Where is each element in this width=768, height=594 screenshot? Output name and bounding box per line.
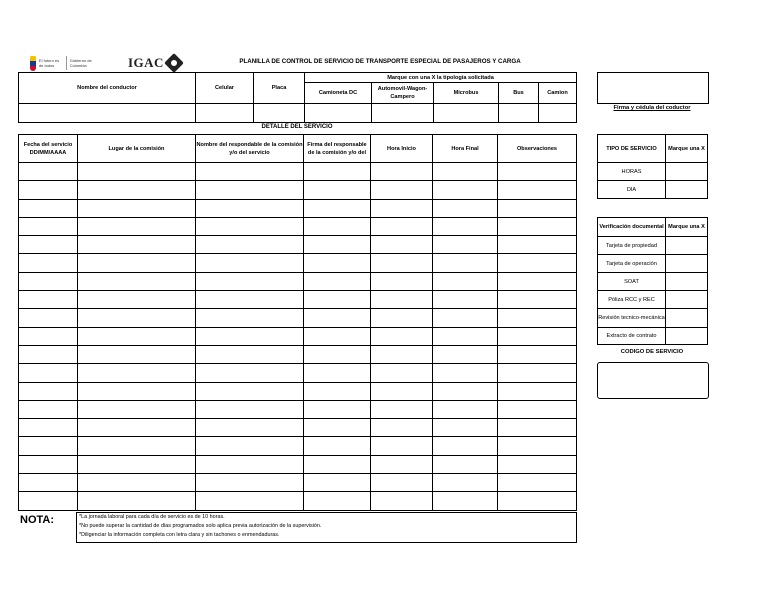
crest-icon	[30, 56, 36, 71]
plate-field[interactable]	[254, 104, 305, 123]
table-row	[19, 272, 577, 290]
driver-name-field[interactable]	[19, 104, 196, 123]
vehicle-microbus-field[interactable]	[434, 104, 499, 123]
service-type-day-label: DIA	[598, 181, 666, 199]
responsible-signature-cell[interactable]	[304, 382, 371, 400]
start-time-cell[interactable]	[371, 474, 433, 492]
responsible-signature-cell[interactable]	[304, 474, 371, 492]
observations-cell[interactable]	[498, 419, 577, 437]
service-type-day-field[interactable]	[666, 181, 708, 199]
vehicle-microbus-header: Microbus	[434, 83, 499, 104]
observations-cell[interactable]	[498, 400, 577, 418]
vehicle-bus-field[interactable]	[499, 104, 539, 123]
note-line: *Diligenciar la información completa con letra clara y sin tachones o enmendaduras.	[79, 531, 280, 538]
table-row	[19, 254, 577, 272]
vehicle-automovil-header: Automovil-Wagon-Campero	[372, 83, 434, 104]
commission-place-cell[interactable]	[78, 492, 196, 510]
driver-name-header: Nombre del conductor	[19, 73, 196, 104]
responsible-signature-cell[interactable]	[304, 345, 371, 363]
observations-cell[interactable]	[498, 291, 577, 309]
start-time-cell[interactable]	[371, 437, 433, 455]
service-date-header: Fecha del servicio DD/MM/AAAA	[19, 135, 78, 163]
note-line: *No puede superar la cantidad de días programados solo aplica previa autorización de la supervisión.	[79, 522, 322, 529]
responsible-signature-cell[interactable]	[304, 291, 371, 309]
service-date-cell[interactable]	[19, 419, 78, 437]
end-time-header: Hora Final	[433, 135, 498, 163]
commission-place-cell[interactable]	[78, 309, 196, 327]
observations-cell[interactable]	[498, 163, 577, 181]
observations-cell[interactable]	[498, 217, 577, 235]
observations-cell[interactable]	[498, 254, 577, 272]
responsible-signature-cell[interactable]	[304, 272, 371, 290]
commission-place-cell[interactable]	[78, 272, 196, 290]
table-row	[19, 163, 577, 181]
table-row	[19, 419, 577, 437]
commission-place-cell[interactable]	[78, 474, 196, 492]
end-time-cell[interactable]	[433, 492, 498, 510]
end-time-cell[interactable]	[433, 327, 498, 345]
responsible-name-cell[interactable]	[196, 345, 304, 363]
responsible-signature-cell[interactable]	[304, 492, 371, 510]
end-time-cell[interactable]	[433, 437, 498, 455]
commission-place-cell[interactable]	[78, 236, 196, 254]
service-date-cell[interactable]	[19, 474, 78, 492]
driver-signature-field[interactable]	[597, 72, 709, 104]
start-time-cell[interactable]	[371, 309, 433, 327]
vehicle-camioneta-header: Camioneta DC	[305, 83, 372, 104]
commission-place-cell[interactable]	[78, 199, 196, 217]
responsible-signature-cell[interactable]	[304, 217, 371, 235]
service-date-cell[interactable]	[19, 400, 78, 418]
service-type-hours-label: HORAS	[598, 163, 666, 181]
end-time-cell[interactable]	[433, 236, 498, 254]
verification-item-label: SOAT	[598, 273, 666, 291]
start-time-cell[interactable]	[371, 345, 433, 363]
commission-place-cell[interactable]	[78, 382, 196, 400]
end-time-cell[interactable]	[433, 474, 498, 492]
service-type-hours-field[interactable]	[666, 163, 708, 181]
start-time-cell[interactable]	[371, 492, 433, 510]
table-row	[19, 327, 577, 345]
responsible-signature-cell[interactable]	[304, 437, 371, 455]
observations-cell[interactable]	[498, 455, 577, 473]
igac-logo	[128, 54, 186, 72]
responsible-name-cell[interactable]	[196, 236, 304, 254]
verification-mark-header: Marque una X	[666, 218, 708, 237]
driver-signature-label: Firma y cédula del coductor	[613, 105, 691, 111]
table-row	[19, 345, 577, 363]
note-label: NOTA:	[20, 514, 55, 526]
end-time-cell[interactable]	[433, 217, 498, 235]
start-time-cell[interactable]	[371, 455, 433, 473]
commission-place-cell[interactable]	[78, 291, 196, 309]
end-time-cell[interactable]	[433, 291, 498, 309]
start-time-header: Hora Inicio	[371, 135, 433, 163]
service-date-cell[interactable]	[19, 254, 78, 272]
table-row	[19, 291, 577, 309]
service-type-table	[597, 134, 708, 199]
observations-cell[interactable]	[498, 236, 577, 254]
plate-header: Placa	[254, 73, 305, 104]
start-time-cell[interactable]	[371, 236, 433, 254]
verification-item-field[interactable]	[666, 328, 708, 345]
start-time-cell[interactable]	[371, 291, 433, 309]
commission-place-cell[interactable]	[78, 400, 196, 418]
observations-cell[interactable]	[498, 272, 577, 290]
service-type-mark-header: Marque una X	[666, 135, 708, 163]
vehicle-type-instruction: Marque con una X la tipología solicitada	[305, 73, 577, 83]
vehicle-automovil-field[interactable]	[372, 104, 434, 123]
vehicle-camion-header: Camion	[539, 83, 577, 104]
service-date-cell[interactable]	[19, 382, 78, 400]
commission-place-cell[interactable]	[78, 254, 196, 272]
observations-cell[interactable]	[498, 199, 577, 217]
responsible-signature-cell[interactable]	[304, 309, 371, 327]
commission-place-cell[interactable]	[78, 419, 196, 437]
responsible-name-cell[interactable]	[196, 382, 304, 400]
document-verification-table	[597, 217, 708, 345]
page-title: PLANILLA DE CONTROL DE SERVICIO DE TRANSPORTE ESPECIAL DE PASAJEROS Y CARGA	[239, 58, 521, 65]
start-time-cell[interactable]	[371, 199, 433, 217]
table-row	[19, 199, 577, 217]
responsible-name-cell[interactable]	[196, 437, 304, 455]
detail-section-title: DETALLE DEL SERVICIO	[261, 124, 333, 130]
service-code-field[interactable]	[597, 362, 709, 399]
end-time-cell[interactable]	[433, 455, 498, 473]
service-type-header: TIPO DE SERVICIO	[598, 135, 666, 163]
end-time-cell[interactable]	[433, 272, 498, 290]
verification-item-field[interactable]	[666, 237, 708, 255]
responsible-signature-cell[interactable]	[304, 199, 371, 217]
start-time-cell[interactable]	[371, 181, 433, 199]
table-row	[19, 217, 577, 235]
end-time-cell[interactable]	[433, 364, 498, 382]
responsible-name-header: Nombre del respondable de la comisión y/o del servicio	[196, 135, 304, 163]
service-date-cell[interactable]	[19, 217, 78, 235]
table-row	[19, 400, 577, 418]
service-date-cell[interactable]	[19, 455, 78, 473]
responsible-name-cell[interactable]	[196, 272, 304, 290]
verification-item-field[interactable]	[666, 255, 708, 273]
commission-place-cell[interactable]	[78, 181, 196, 199]
start-time-cell[interactable]	[371, 400, 433, 418]
table-row	[19, 455, 577, 473]
service-date-cell[interactable]	[19, 309, 78, 327]
responsible-signature-cell[interactable]	[304, 419, 371, 437]
verification-item-field[interactable]	[666, 273, 708, 291]
end-time-cell[interactable]	[433, 345, 498, 363]
start-time-cell[interactable]	[371, 382, 433, 400]
responsible-signature-cell[interactable]	[304, 163, 371, 181]
verification-header: Verificación documental	[598, 218, 666, 237]
end-time-cell[interactable]	[433, 419, 498, 437]
responsible-name-cell[interactable]	[196, 291, 304, 309]
observations-cell[interactable]	[498, 474, 577, 492]
table-row	[19, 181, 577, 199]
responsible-name-cell[interactable]	[196, 309, 304, 327]
responsible-name-cell[interactable]	[196, 419, 304, 437]
commission-place-cell[interactable]	[78, 455, 196, 473]
note-box	[76, 512, 577, 543]
observations-cell[interactable]	[498, 382, 577, 400]
responsible-name-cell[interactable]	[196, 474, 304, 492]
gov-logo-subtext: Gobierno de Colombia	[69, 58, 92, 68]
commission-place-cell[interactable]	[78, 345, 196, 363]
service-date-cell[interactable]	[19, 272, 78, 290]
observations-cell[interactable]	[498, 327, 577, 345]
observations-cell[interactable]	[498, 437, 577, 455]
service-date-cell[interactable]	[19, 327, 78, 345]
responsible-signature-cell[interactable]	[304, 254, 371, 272]
detail-table	[18, 134, 577, 511]
service-date-cell[interactable]	[19, 291, 78, 309]
commission-place-cell[interactable]	[78, 364, 196, 382]
service-date-cell[interactable]	[19, 364, 78, 382]
note-line: *La jornada laboral para cada día de servicio es de 10 horas.	[79, 514, 225, 520]
gov-logo	[30, 53, 96, 73]
end-time-cell[interactable]	[433, 254, 498, 272]
responsible-name-cell[interactable]	[196, 181, 304, 199]
gov-logo-text: El futuro es de todos	[38, 58, 60, 68]
end-time-cell[interactable]	[433, 382, 498, 400]
responsible-name-cell[interactable]	[196, 364, 304, 382]
service-date-cell[interactable]	[19, 492, 78, 510]
observations-cell[interactable]	[498, 345, 577, 363]
cellphone-header: Celular	[196, 73, 254, 104]
vehicle-camioneta-field[interactable]	[305, 104, 372, 123]
start-time-cell[interactable]	[371, 419, 433, 437]
observations-cell[interactable]	[498, 309, 577, 327]
start-time-cell[interactable]	[371, 272, 433, 290]
commission-place-cell[interactable]	[78, 327, 196, 345]
verification-item-field[interactable]	[666, 291, 708, 309]
verification-item-label: Tarjeta de operación	[598, 255, 666, 273]
verification-item-label: Póliza RCC y REC	[598, 291, 666, 309]
observations-cell[interactable]	[498, 492, 577, 510]
service-date-cell[interactable]	[19, 236, 78, 254]
responsible-signature-cell[interactable]	[304, 400, 371, 418]
service-date-cell[interactable]	[19, 181, 78, 199]
vehicle-bus-header: Bus	[499, 83, 539, 104]
igac-mark-icon	[164, 53, 184, 73]
service-code-label: CODIGO DE SERVICIO	[620, 349, 684, 355]
cellphone-field[interactable]	[196, 104, 254, 123]
table-row	[19, 382, 577, 400]
commission-place-cell[interactable]	[78, 163, 196, 181]
commission-place-cell[interactable]	[78, 437, 196, 455]
table-row	[19, 364, 577, 382]
commission-place-cell[interactable]	[78, 217, 196, 235]
service-date-cell[interactable]	[19, 345, 78, 363]
responsible-name-cell[interactable]	[196, 163, 304, 181]
start-time-cell[interactable]	[371, 364, 433, 382]
start-time-cell[interactable]	[371, 254, 433, 272]
table-row	[19, 474, 577, 492]
observations-cell[interactable]	[498, 181, 577, 199]
responsible-name-cell[interactable]	[196, 400, 304, 418]
responsible-signature-cell[interactable]	[304, 236, 371, 254]
start-time-cell[interactable]	[371, 217, 433, 235]
end-time-cell[interactable]	[433, 309, 498, 327]
responsible-name-cell[interactable]	[196, 217, 304, 235]
responsible-signature-cell[interactable]	[304, 327, 371, 345]
responsible-signature-cell[interactable]	[304, 364, 371, 382]
observations-cell[interactable]	[498, 364, 577, 382]
start-time-cell[interactable]	[371, 327, 433, 345]
verification-item-field[interactable]	[666, 309, 708, 328]
igac-logo-text: IGAC	[128, 55, 164, 70]
responsible-name-cell[interactable]	[196, 455, 304, 473]
table-row	[19, 437, 577, 455]
service-date-cell[interactable]	[19, 163, 78, 181]
vehicle-camion-field[interactable]	[539, 104, 577, 123]
commission-place-header: Lugar de la comisión	[78, 135, 196, 163]
end-time-cell[interactable]	[433, 199, 498, 217]
responsible-name-cell[interactable]	[196, 492, 304, 510]
responsible-name-cell[interactable]	[196, 254, 304, 272]
table-row	[19, 236, 577, 254]
table-row	[19, 309, 577, 327]
verification-item-label: Tarjeta de propiedad	[598, 237, 666, 255]
table-row	[19, 492, 577, 510]
end-time-cell[interactable]	[433, 163, 498, 181]
responsible-signature-cell[interactable]	[304, 455, 371, 473]
responsible-name-cell[interactable]	[196, 327, 304, 345]
end-time-cell[interactable]	[433, 400, 498, 418]
responsible-signature-cell[interactable]	[304, 181, 371, 199]
responsible-name-cell[interactable]	[196, 199, 304, 217]
service-date-cell[interactable]	[19, 437, 78, 455]
service-date-cell[interactable]	[19, 199, 78, 217]
responsible-signature-header: Firma del responsable de la comisión y/o del	[304, 135, 371, 163]
observations-header: Observaciones	[498, 135, 577, 163]
verification-item-label: Revisión tecnico-mecánica	[598, 309, 666, 328]
driver-table	[18, 72, 577, 123]
start-time-cell[interactable]	[371, 163, 433, 181]
verification-item-label: Extracto de contrato	[598, 328, 666, 345]
end-time-cell[interactable]	[433, 181, 498, 199]
